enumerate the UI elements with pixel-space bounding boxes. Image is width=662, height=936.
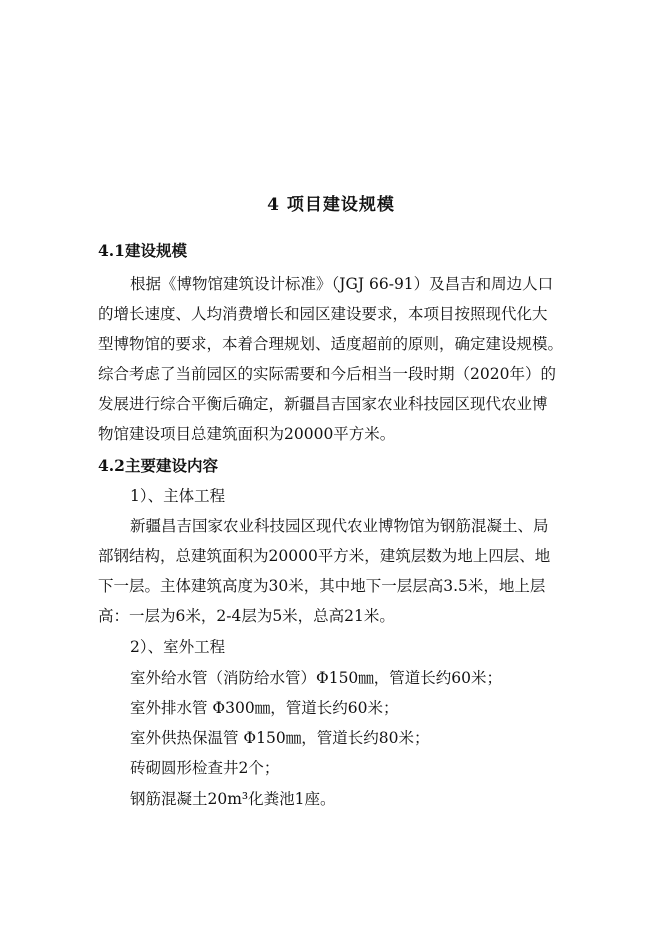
paragraph-line: 物馆建设项目总建筑面积为20000平方米。	[98, 425, 396, 443]
paragraph-line: 发展进行综合平衡后确定，新疆昌吉国家农业科技园区现代农业博	[98, 395, 548, 413]
list-item: 钢筋混凝土20m³化粪池1座。	[130, 790, 336, 808]
paragraph-line: 新疆昌吉国家农业科技园区现代农业博物馆为钢筋混凝土、局	[130, 517, 549, 535]
paragraph-line: 下一层。主体建筑高度为30米，其中地下一层层高3.5米，地上层	[98, 577, 546, 595]
list-item: 砖砌圆形检查井2个；	[130, 759, 280, 777]
paragraph-line: 高：一层为6米，2-4层为5米，总高21米。	[98, 607, 395, 625]
list-item-title: 1）、主体工程	[130, 487, 226, 505]
paragraph-line: 部钢结构，总建筑面积为20000平方米，建筑层数为地上四层、地	[98, 547, 551, 565]
paragraph-line: 综合考虑了当前园区的实际需要和今后相当一段时期（2020年）的	[98, 365, 556, 383]
section-heading-4-2: 4.2主要建设内容	[98, 456, 218, 475]
paragraph-line: 的增长速度、人均消费增长和园区建设要求，本项目按照现代化大	[98, 305, 548, 323]
paragraph-line: 型博物馆的要求，本着合理规划、适度超前的原则，确定建设规模。	[98, 335, 564, 353]
list-item: 室外给水管（消防给水管）Φ150㎜，管道长约60米；	[130, 669, 503, 687]
paragraph-line: 根据《博物馆建筑设计标准》（JGJ 66-91）及昌吉和周边人口	[130, 275, 554, 293]
list-item: 室外排水管 Φ300㎜，管道长约60米；	[130, 699, 399, 717]
chapter-title: 4 项目建设规模	[267, 195, 395, 215]
list-item-title: 2）、室外工程	[130, 638, 226, 656]
section-heading-4-1: 4.1建设规模	[98, 241, 187, 260]
list-item: 室外供热保温管 Φ150㎜，管道长约80米；	[130, 729, 430, 747]
